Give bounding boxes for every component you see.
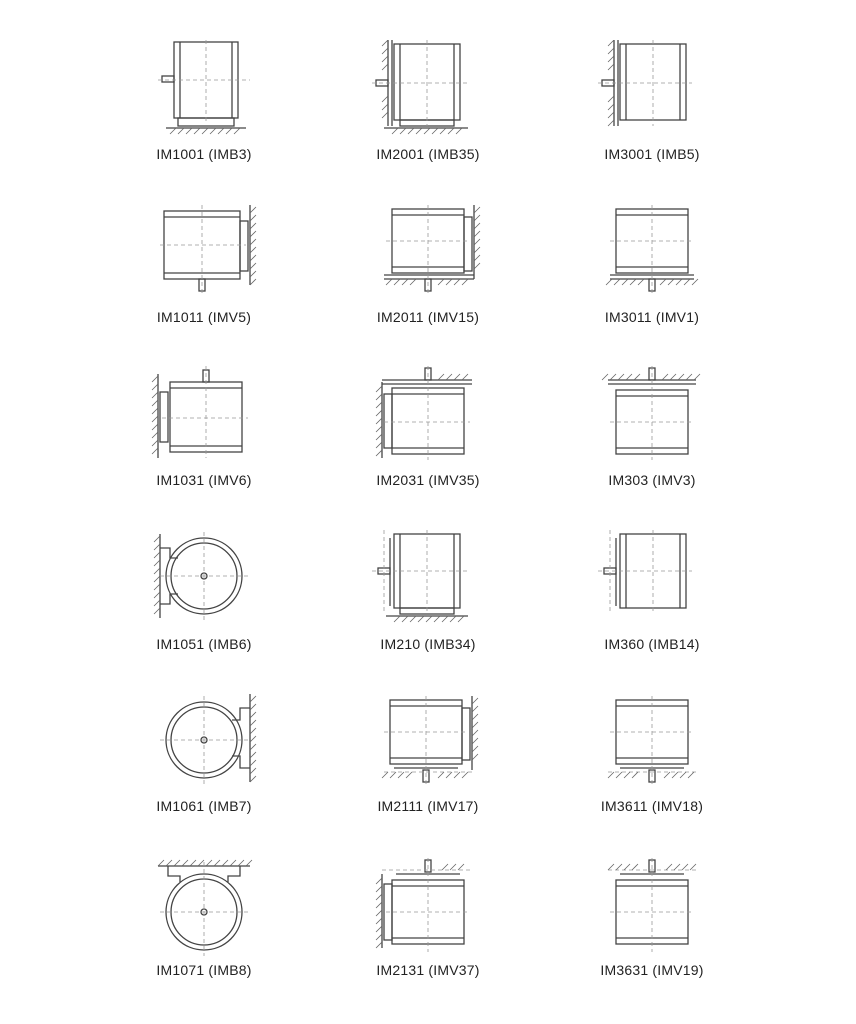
vertical-wall-foot-shaft-up-icon <box>114 366 294 476</box>
mounting-cell-im1071 <box>114 856 294 1006</box>
mounting-code-label: IM1011 (IMV5) <box>156 309 252 325</box>
vertical-foot-face-flange-shaft-down-icon <box>338 692 518 802</box>
mounting-cell-im3631 <box>562 856 742 1006</box>
mounting-cell-im3001 <box>562 40 742 190</box>
mounting-code-label: IM2111 (IMV17) <box>377 798 479 814</box>
mounting-cell-im2001 <box>338 40 518 190</box>
wall-foot-left-end-view-icon <box>114 530 294 640</box>
vertical-foot-face-flange-shaft-up-icon <box>338 856 518 966</box>
mounting-cell-im1001 <box>114 40 294 190</box>
horizontal-foot-motor-icon <box>114 40 294 150</box>
vertical-wall-foot-shaft-down-icon <box>114 203 294 313</box>
vertical-flange-shaft-down-icon <box>562 203 742 313</box>
mounting-code-label: IM1001 (IMB3) <box>156 146 252 162</box>
mounting-code-label: IM303 (IMV3) <box>608 472 696 488</box>
mounting-code-label: IM3001 (IMB5) <box>604 146 700 162</box>
vertical-foot-flange-shaft-down-icon <box>338 203 518 313</box>
vertical-face-flange-shaft-up-icon <box>562 856 742 966</box>
mounting-cell-im210 <box>338 530 518 680</box>
mounting-code-label: IM3611 (IMV18) <box>600 798 704 814</box>
horizontal-face-flange-icon <box>562 530 742 640</box>
mounting-code-label: IM2011 (IMV15) <box>376 309 480 325</box>
horizontal-flange-motor-icon <box>562 40 742 150</box>
mounting-cell-im1011 <box>114 203 294 353</box>
vertical-face-flange-shaft-down-icon <box>562 692 742 802</box>
mounting-code-label: IM1061 (IMB7) <box>156 798 252 814</box>
mounting-code-label: IM2001 (IMB35) <box>376 146 480 162</box>
mounting-cell-im2011 <box>338 203 518 353</box>
mounting-cell-im2111 <box>338 692 518 842</box>
vertical-flange-shaft-up-icon <box>562 366 742 476</box>
mounting-cell-im2031 <box>338 366 518 516</box>
mounting-cell-im1031 <box>114 366 294 516</box>
mounting-cell-im3611 <box>562 692 742 842</box>
mounting-code-label: IM210 (IMB34) <box>380 636 476 652</box>
mounting-code-label: IM1031 (IMV6) <box>156 472 252 488</box>
mounting-code-label: IM1071 (IMB8) <box>156 962 252 978</box>
mounting-code-label: IM2031 (IMV35) <box>376 472 480 488</box>
mounting-cell-im1051 <box>114 530 294 680</box>
vertical-foot-flange-shaft-up-icon <box>338 366 518 476</box>
mounting-cell-im303 <box>562 366 742 516</box>
mounting-code-label: IM3011 (IMV1) <box>604 309 700 325</box>
mounting-code-label: IM2131 (IMV37) <box>376 962 480 978</box>
mounting-code-label: IM3631 (IMV19) <box>600 962 704 978</box>
mounting-cell-im1061 <box>114 692 294 842</box>
mounting-code-label: IM360 (IMB14) <box>604 636 700 652</box>
mounting-cell-im2131 <box>338 856 518 1006</box>
ceiling-foot-end-view-icon <box>114 856 294 966</box>
horizontal-foot-flange-motor-icon <box>338 40 518 150</box>
mounting-code-label: IM1051 (IMB6) <box>156 636 252 652</box>
mounting-cell-im360 <box>562 530 742 680</box>
mounting-cell-im3011 <box>562 203 742 353</box>
wall-foot-right-end-view-icon <box>114 692 294 802</box>
horizontal-foot-face-flange-icon <box>338 530 518 640</box>
